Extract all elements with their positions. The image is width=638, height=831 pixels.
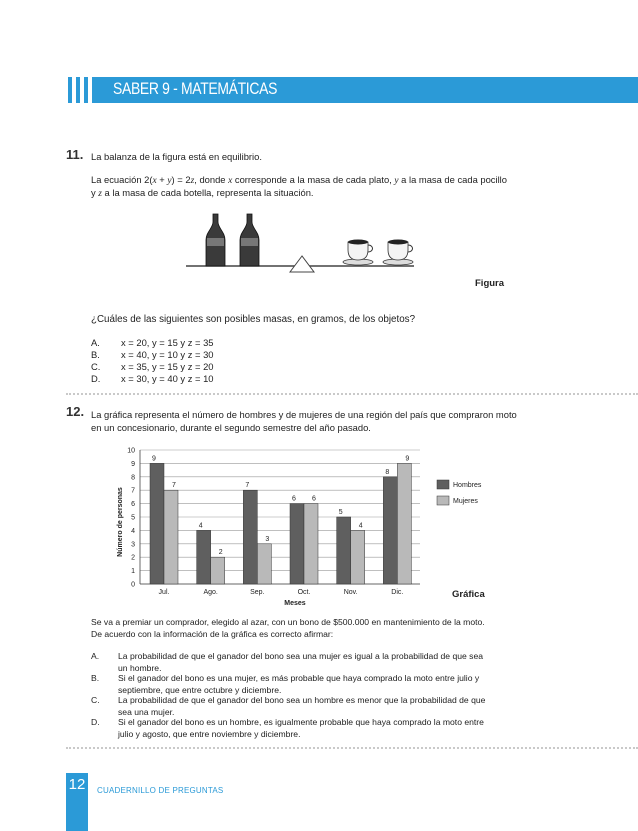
separator	[66, 747, 638, 749]
question-12-stem-line2: De acuerdo con la información de la gráfica es correcto afirmar:	[91, 629, 334, 639]
balance-fulcrum	[290, 256, 314, 272]
legend-swatch	[437, 496, 449, 505]
separator	[66, 393, 638, 395]
y-tick-label: 9	[131, 460, 135, 468]
y-tick-label: 5	[131, 514, 135, 522]
y-tick-label: 1	[131, 568, 135, 576]
x-tick-label: Dic.	[391, 589, 404, 596]
bar-value-label: 4	[358, 522, 363, 530]
y-tick-label: 6	[131, 501, 135, 509]
bar-value-label: 6	[292, 495, 296, 503]
bar-mujeres	[397, 463, 411, 584]
y-tick-label: 2	[131, 554, 135, 562]
y-tick-label: 10	[127, 447, 135, 455]
y-axis-label: Número de personas	[117, 487, 124, 557]
x-tick-label: Sep.	[250, 589, 265, 596]
question-11-equation-line2: y z a la masa de cada botella, representa la situación.	[91, 187, 314, 199]
bar-value-label: 7	[172, 482, 176, 490]
bar-mujeres	[257, 544, 271, 584]
bar-value-label: 5	[338, 509, 343, 516]
bar-value-label: 7	[245, 482, 250, 490]
bar-value-label: 3	[265, 535, 270, 543]
bar-hombres	[150, 463, 164, 584]
bar-mujeres	[211, 557, 225, 584]
bottle-icon	[206, 214, 225, 266]
bar-hombres	[383, 477, 397, 584]
bar-hombres	[243, 490, 257, 584]
footer-text: CUADERNILLO DE PREGUNTAS	[97, 786, 224, 795]
question-12-options: A. La probabilidad de que el ganador del bono sea una mujer es igual a la probabilidad de que sea un hombre. B. Si el ganador del bono es una mujer, es más probable que haya comprado la moto entre julio y septiembre, que entre octubre y diciembre. C. La probabilidad de que el ganador del bono sea un hombre es menor que la probabilidad de que sea una mujer. D. Si el ganador del bono es un hombre, es igualmente probable que haya comprado la moto entre julio y agosto, que entre noviembre y diciembre.	[91, 651, 486, 739]
y-tick-label: 0	[131, 581, 135, 589]
page-header-title: SABER 9 - MATEMÁTICAS	[113, 79, 278, 98]
bar-value-label: 2	[218, 549, 223, 557]
x-tick-label: Nov.	[343, 589, 358, 596]
y-tick-label: 3	[131, 541, 135, 549]
bar-chart	[100, 440, 500, 612]
bar-value-label: 9	[405, 455, 410, 463]
y-tick-label: 7	[131, 487, 135, 495]
graph-label: Gráfica	[452, 589, 485, 600]
page-number: 12	[68, 776, 86, 793]
header-stripe	[80, 77, 84, 103]
balance-scale-figure	[180, 212, 440, 274]
bar-value-label: 6	[312, 495, 316, 503]
bar-value-label: 8	[385, 468, 390, 476]
bar-mujeres	[351, 530, 365, 584]
legend-label: Mujeres	[453, 498, 478, 505]
question-12-stem-line1: Se va a premiar un comprador, elegido al azar, con un bono de $500.000 en mantenimiento de la moto.	[91, 617, 485, 627]
cup-and-saucer-icon	[383, 240, 413, 266]
x-tick-label: Ago.	[203, 589, 218, 596]
bar-value-label: 9	[152, 455, 156, 463]
question-12-intro-line1: La gráfica representa el número de hombres y de mujeres de una región del país que compraron moto	[91, 409, 517, 420]
bar-hombres	[197, 530, 211, 584]
x-tick-label: Jul.	[158, 589, 170, 596]
figure-label: Figura	[475, 278, 505, 289]
question-11-prompt: ¿Cuáles de las siguientes son posibles masas, en gramos, de los objetos?	[91, 314, 416, 325]
y-tick-label: 8	[131, 474, 135, 482]
bottle-icon	[240, 214, 259, 266]
question-11-options: A. x = 20, y = 15 y z = 35 B. x = 40, y = 10 y z = 30 C. x = 35, y = 15 y z = 20 D. x = 30, y = 40 y z = 10	[91, 337, 214, 384]
y-tick-label: 4	[131, 527, 135, 535]
x-tick-label: Oct.	[297, 589, 311, 596]
bar-mujeres	[164, 490, 178, 584]
header-stripe	[88, 77, 92, 103]
bar-hombres	[290, 504, 304, 584]
cup-and-saucer-icon	[343, 240, 373, 266]
bar-value-label: 4	[198, 522, 203, 530]
bar-mujeres	[304, 504, 318, 584]
question-12-intro-line2: en un concesionario, durante el segundo semestre del año pasado.	[91, 422, 371, 433]
legend-swatch	[437, 480, 449, 489]
legend-label: Hombres	[453, 482, 482, 489]
header-stripe	[72, 77, 76, 103]
question-12-number: 12.	[66, 404, 85, 419]
question-11-number: 11.	[66, 147, 84, 162]
question-11-intro: La balanza de la figura está en equilibrio.	[91, 151, 262, 162]
x-axis-label: Meses	[284, 600, 306, 607]
bar-hombres	[337, 517, 351, 584]
question-11-equation-line1: La ecuación 2(x + y) = 2z, donde x corresponde a la masa de cada plato, y a la masa de cada pocillo	[91, 174, 507, 186]
